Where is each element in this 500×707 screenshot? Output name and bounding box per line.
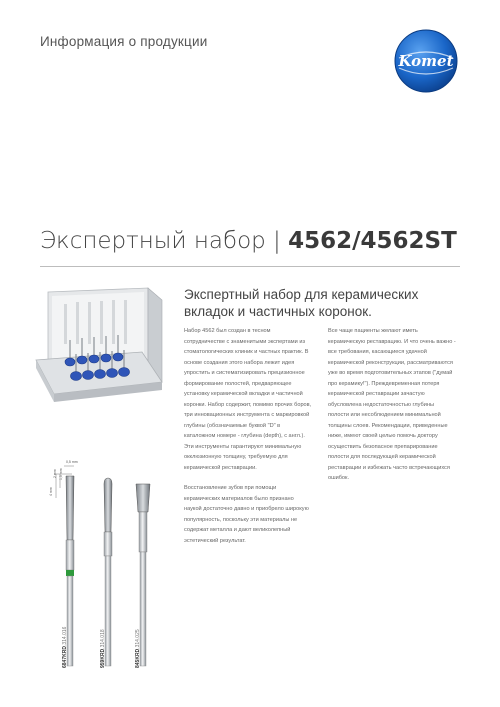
- komet-logo: [393, 28, 459, 94]
- dimension-label: 4 mm: [49, 487, 53, 496]
- col2-paragraph-1: Все чаще пациенты желают иметь керамическую реставрацию. И что очень важно - все требования, касающиеся удачной керамической реконструкции, рассматриваются уже во время подготовительных этапов ("думай про керамику!"). Преждевременная потеря керамической реставрации зачастую обусловлена недостаточностью глубины полости или несоблюдением минимальной толщины слоев. Рекомендации, приведенные ниже, имеют своей целью помочь доктору осуществить безопасное препарирование полости для последующей керамической реставрации и избежать часто встречающихся ошибок.: [328, 328, 456, 481]
- header-title: Информация о продукции: [40, 34, 208, 49]
- text-column-2: [328, 326, 456, 494]
- title-divider: [40, 266, 460, 267]
- bur-code: 959KRD: [100, 648, 106, 668]
- bur-code: 6847KRD: [62, 646, 68, 668]
- dimension-label: 1,5 mm: [59, 468, 63, 480]
- kit-image: [30, 282, 166, 412]
- bur-size: .314.018: [100, 629, 106, 649]
- col1-paragraph-2: Восстановление зубов при помощи керамических материалов было признано наукой достаточно давно и приобрело широкую популярность, поскольку эти материалы не содержат металла и дают великолепный эстетический результат.: [184, 485, 309, 544]
- bur-size: .314.025: [135, 629, 141, 649]
- dimension-label: 2 mm: [53, 469, 57, 478]
- bur-label: [100, 629, 106, 668]
- bur-label: [135, 629, 141, 668]
- logo-text: Komet: [398, 52, 454, 70]
- bur-code: 845KRD: [135, 648, 141, 668]
- subtitle: Экспертный набор для керамических вкладок и частичных коронок.: [184, 287, 419, 319]
- title-main: Экспертный набор |: [40, 228, 289, 254]
- dimension-label: 0,5 mm: [66, 460, 78, 464]
- bur-size: .314.016: [62, 626, 68, 647]
- product-code: 4562/4562ST: [288, 228, 457, 254]
- text-column-1: [184, 326, 312, 556]
- page-title: [40, 228, 457, 254]
- col1-paragraph-1: Набор 4562 был создан в тесном сотрудничестве с знаменитыми экспертами из стоматологических клиник и частных практик. В основе создания этого набора лежит идея упростить и систематизировать прецизионное формирование полостей, предваряющее установку керамической вкладки и частичной коронки. Набор содержит, помимо прочих боров, три инновационных инструмента с маркировкой глубины (обозначаемые буквой "D" в каталожном номере - глубина (depth), с англ.). Эти инструменты гарантируют минимальную окклюзионную толщину, требуемую для керамической реставрации.: [184, 328, 312, 471]
- bur-label: [62, 627, 68, 668]
